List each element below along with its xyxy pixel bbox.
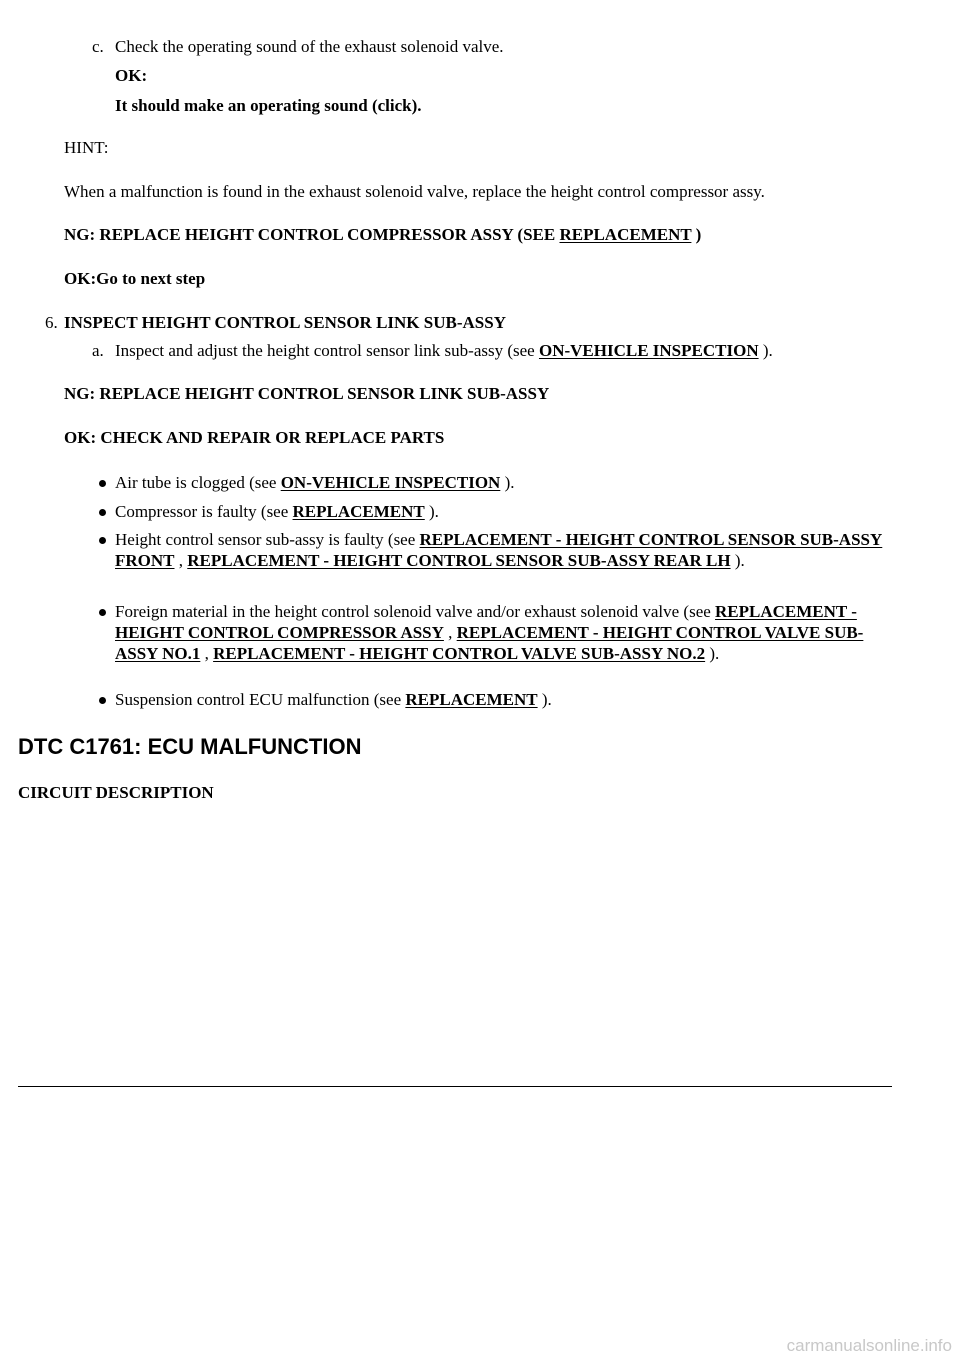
replacement-link[interactable]: REPLACEMENT: [559, 225, 692, 244]
ng-replace-sensor-link: NG: REPLACE HEIGHT CONTROL SENSOR LINK SUB-ASSY: [64, 384, 550, 403]
bullet-dot: [99, 609, 106, 616]
bullet-foreign-material: [115, 601, 895, 664]
bullet-foreign-material-suffix: ).: [705, 644, 720, 663]
bullet-height-sensor: [115, 529, 895, 571]
on-vehicle-inspection-link[interactable]: ON-VEHICLE INSPECTION: [538, 341, 759, 360]
bullet-air-tube-prefix: Air tube is clogged (see: [115, 473, 281, 492]
replacement-link[interactable]: REPLACEMENT: [292, 502, 425, 521]
step-6a-suffix: ).: [758, 341, 773, 360]
horizontal-divider: [18, 1086, 892, 1087]
separator: ,: [200, 644, 214, 663]
bullet-height-sensor-prefix: Height control sensor sub-assy is faulty (see: [115, 530, 420, 549]
replacement-valve-no2-link[interactable]: REPLACEMENT - HEIGHT CONTROL VALVE SUB-ASSY NO.2: [213, 644, 706, 663]
bullet-height-sensor-suffix: ).: [730, 551, 745, 570]
hint-text: When a malfunction is found in the exhaust solenoid valve, replace the height control compressor assy.: [64, 182, 765, 201]
dtc-heading: DTC C1761: ECU MALFUNCTION: [18, 734, 362, 759]
step-6a-prefix: Inspect and adjust the height control sensor link sub-assy (see: [115, 341, 539, 360]
bullet-ecu-suffix: ).: [537, 690, 552, 709]
separator: ,: [174, 551, 188, 570]
on-vehicle-inspection-link[interactable]: ON-VEHICLE INSPECTION: [280, 473, 501, 492]
bullet-ecu-malfunction: [115, 689, 895, 710]
hint-label: HINT:: [64, 138, 109, 157]
step-6a-text: [115, 341, 773, 361]
replacement-compressor-assy-link[interactable]: REPLACEMENT - HEIGHT CONTROL COMPRESSOR ASSY: [115, 602, 857, 642]
replacement-sensor-front-link[interactable]: REPLACEMENT - HEIGHT CONTROL SENSOR SUB-ASSY FRONT: [115, 530, 883, 570]
bullet-compressor-suffix: ).: [424, 502, 439, 521]
bullet-air-tube-suffix: ).: [500, 473, 515, 492]
ok-spec-text: It should make an operating sound (click).: [115, 96, 422, 115]
bullet-compressor-prefix: Compressor is faulty (see: [115, 502, 293, 521]
ng-replace-compressor: [64, 225, 701, 245]
step-c-marker: c.: [92, 37, 104, 56]
bullet-foreign-material-prefix: Foreign material in the height control solenoid valve and/or exhaust solenoid valve (see: [115, 602, 716, 621]
bullet-dot: [99, 697, 106, 704]
ng-replace-compressor-prefix: NG: REPLACE HEIGHT CONTROL COMPRESSOR ASSY (SEE: [64, 225, 560, 244]
step-6-number: 6.: [45, 313, 58, 332]
bullet-dot: [99, 537, 106, 544]
step-6-title: INSPECT HEIGHT CONTROL SENSOR LINK SUB-ASSY: [64, 313, 506, 332]
replacement-link[interactable]: REPLACEMENT: [405, 690, 538, 709]
bullet-dot: [99, 509, 106, 516]
replacement-sensor-rear-lh-link[interactable]: REPLACEMENT - HEIGHT CONTROL SENSOR SUB-ASSY REAR LH: [187, 551, 731, 570]
bullet-compressor: [115, 501, 895, 522]
ng-replace-compressor-suffix: ): [691, 225, 702, 244]
bullet-ecu-prefix: Suspension control ECU malfunction (see: [115, 690, 406, 709]
circuit-description-heading: CIRCUIT DESCRIPTION: [18, 783, 214, 802]
step-6a-marker: a.: [92, 341, 104, 360]
ok-go-to-next-step: OK:Go to next step: [64, 269, 206, 288]
ok-check-repair-replace: OK: CHECK AND REPAIR OR REPLACE PARTS: [64, 428, 445, 447]
step-c-text: Check the operating sound of the exhaust solenoid valve.: [115, 37, 504, 56]
ok-label: OK:: [115, 66, 148, 85]
watermark: carmanualsonline.info: [786, 1336, 952, 1355]
bullet-air-tube: [115, 472, 895, 493]
bullet-dot: [99, 480, 106, 487]
replacement-valve-no1-link[interactable]: REPLACEMENT - HEIGHT CONTROL VALVE SUB-ASSY NO.1: [115, 623, 864, 663]
separator: ,: [443, 623, 457, 642]
